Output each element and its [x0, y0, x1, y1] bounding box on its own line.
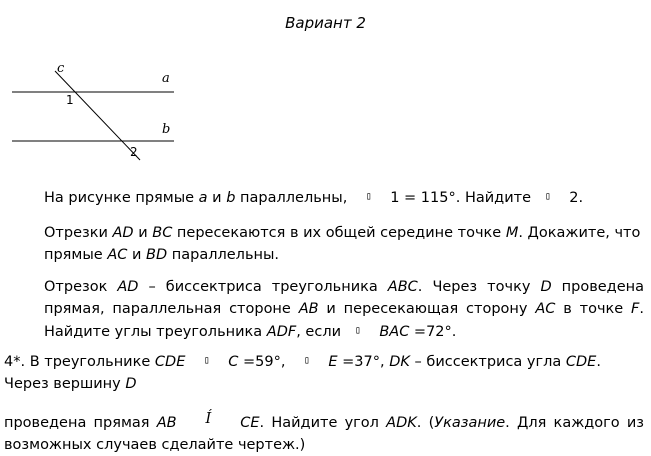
text: – биссектриса угла — [409, 354, 566, 370]
text: Отрезки — [44, 225, 113, 241]
angle-glyph-icon: ▯ — [303, 355, 310, 366]
var-b: b — [226, 190, 236, 206]
parallel-lines-diagram — [0, 55, 200, 170]
var-ac: AC — [107, 247, 128, 263]
text: в точке — [555, 301, 632, 317]
label-a: a — [162, 71, 170, 86]
text: . Для каждого из возможных случаев сделайте чертеж.) — [4, 415, 645, 453]
var-ab: AB — [298, 301, 319, 317]
text: На рисунке прямые — [44, 190, 199, 206]
text: параллельны. — [167, 247, 280, 263]
problem-4-continued — [4, 408, 644, 456]
var-a: a — [198, 190, 208, 206]
var-ab: AB — [156, 415, 177, 431]
text: . Найдите углы треугольника — [44, 301, 644, 340]
var-bac: BAC — [379, 324, 410, 340]
text: параллельны, — [235, 190, 348, 206]
text: пересекаются в их общей середине точке — [172, 225, 506, 241]
var-dk: DK — [389, 354, 410, 370]
text: Отрезок — [44, 279, 118, 295]
text: =59°, — [238, 354, 286, 370]
var-bd: BD — [146, 247, 168, 263]
angle-glyph-icon: ▯ — [365, 191, 372, 202]
text: – биссектриса треугольника — [138, 279, 388, 295]
page-title: Вариант 2 — [285, 14, 366, 32]
text: проведена прямая, параллельная стороне — [44, 279, 644, 317]
text: 2. — [569, 190, 584, 206]
problem-1 — [44, 186, 644, 209]
var-ce: CE — [240, 415, 260, 431]
problem-4 — [4, 350, 644, 395]
problem-3 — [44, 276, 644, 343]
var-adf: ADF — [266, 324, 297, 340]
label-b: b — [162, 122, 171, 137]
text: =72°. — [409, 324, 457, 340]
var-d: D — [540, 279, 552, 295]
text: , если — [296, 324, 342, 340]
subset-glyph-icon: Í — [205, 411, 212, 427]
angle-glyph-icon: ▯ — [544, 191, 551, 202]
text: 1 = 115°. Найдите — [390, 190, 531, 206]
text: и — [133, 225, 153, 241]
angle-label-2: 2 — [130, 145, 138, 159]
text: и — [127, 247, 147, 263]
var-abc: ABC — [387, 279, 418, 295]
text: проведена прямая — [4, 415, 157, 431]
text: и пересекающая сторону — [318, 301, 536, 317]
angle-label-1: 1 — [66, 93, 74, 107]
problem-2 — [44, 222, 644, 266]
hint-label: Указание — [434, 415, 506, 431]
angle-glyph-icon: ▯ — [203, 355, 210, 366]
var-c: C — [228, 354, 239, 370]
var-m: M — [505, 225, 519, 241]
text: =37°, — [337, 354, 390, 370]
text: . Найдите угол — [259, 415, 387, 431]
var-e: E — [328, 354, 338, 370]
transversal-c — [55, 71, 140, 160]
var-bc: BC — [152, 225, 173, 241]
var-cde: CDE — [154, 354, 186, 370]
text: . Докажите, что прямые — [44, 225, 641, 263]
angle-glyph-icon: ▯ — [354, 325, 361, 336]
var-adk: ADK — [386, 415, 417, 431]
var-f: F — [631, 301, 640, 317]
var-d: D — [125, 376, 137, 392]
text: 4*. В треугольнике — [4, 354, 155, 370]
var-ad: AD — [112, 225, 134, 241]
text: . Через точку — [417, 279, 541, 295]
text: и — [207, 190, 227, 206]
label-c: c — [57, 61, 65, 76]
text: . Через вершину — [4, 354, 601, 392]
text: . ( — [416, 415, 435, 431]
var-ad: AD — [117, 279, 139, 295]
var-ac: AC — [535, 301, 556, 317]
var-cde: CDE — [565, 354, 597, 370]
